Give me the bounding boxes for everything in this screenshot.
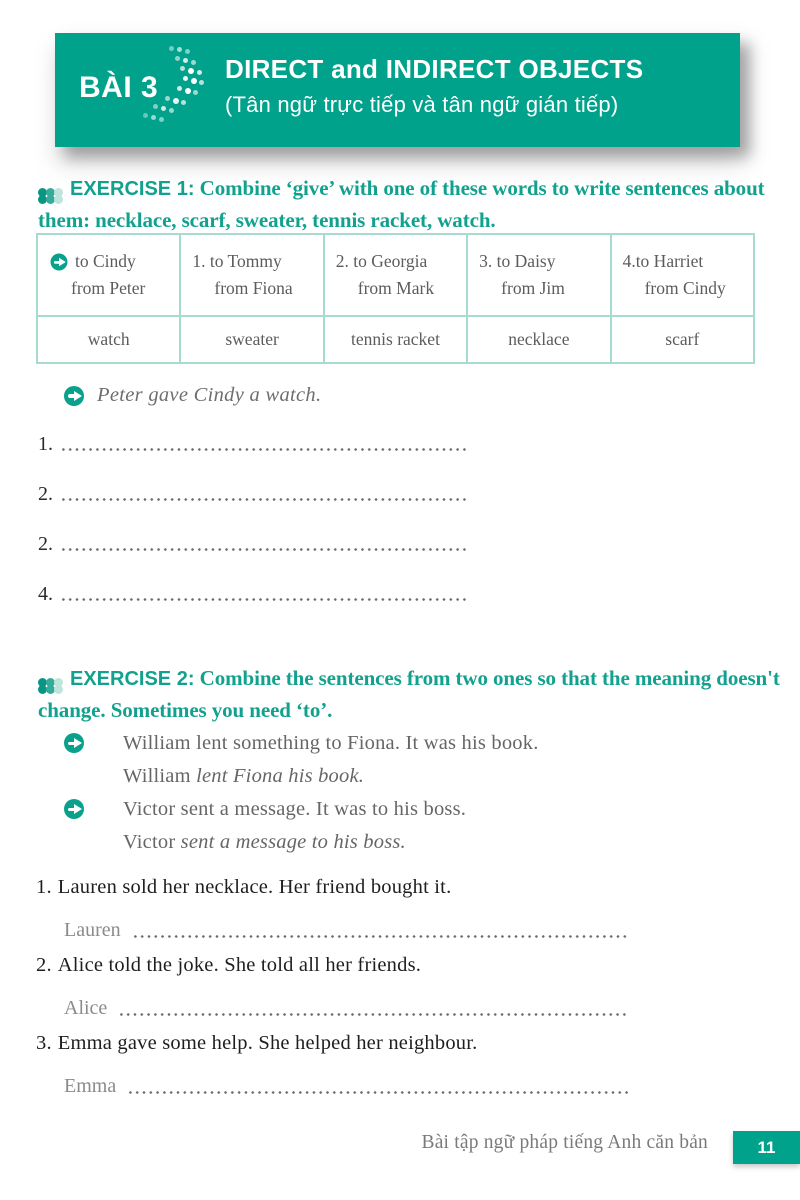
table-cell-line2: from Cindy (644, 278, 726, 298)
redo-arrow-icon (64, 799, 84, 819)
example-given-sentence: Victor sent a message. It was to his boss. (123, 798, 467, 820)
table-cell-1 (180, 234, 323, 316)
example-answer-sentence: William lent Fiona his book. (123, 765, 365, 787)
example-block (64, 793, 684, 859)
table-cell-line1: 4.to Harriet (622, 251, 704, 271)
example-answer-sentence: Victor sent a message to his boss. (123, 831, 406, 853)
item-sentence: 2. Alice told the joke. She told all her friends. (36, 954, 422, 976)
item-sentence: 1. Lauren sold her necklace. Her friend bought it. (36, 876, 452, 898)
item-answer-blank: Alice (64, 984, 628, 1020)
table-answer-cell: necklace (467, 316, 610, 363)
exercise-dots-icon (38, 188, 62, 204)
answer-blank-row (38, 579, 468, 605)
table-cell-3 (467, 234, 610, 316)
lesson-header-banner (55, 33, 740, 147)
dotted-answer-line (60, 497, 468, 502)
dotted-answer-line (127, 1090, 628, 1095)
exercise-item (36, 869, 628, 942)
banner-text-block (225, 54, 643, 118)
answer-blank-row (38, 479, 468, 505)
dotted-answer-line (60, 447, 468, 452)
example-sentence: Peter gave Cindy a watch. (97, 384, 322, 406)
table-cell-2 (324, 234, 467, 316)
dotted-answer-line (132, 934, 628, 939)
lesson-title: DIRECT and INDIRECT OBJECTS (225, 54, 644, 84)
table-cell-line2: from Peter (71, 278, 146, 298)
table-cell-line1: to Cindy (75, 251, 136, 271)
answer-blank-row (38, 529, 468, 555)
exercise2-label: EXERCISE 2: (70, 668, 195, 690)
exercise-item (36, 1025, 628, 1098)
answer-blank-row (38, 429, 468, 455)
lesson-subtitle: (Tân ngữ trực tiếp và tân ngữ gián tiếp) (225, 92, 619, 117)
book-title: Bài tập ngữ pháp tiếng Anh căn bản (421, 1132, 708, 1153)
table-cell-example (37, 234, 180, 316)
lesson-number-label: BÀI 3 (79, 71, 159, 104)
exercise1-label: EXERCISE 1: (70, 178, 195, 200)
dotted-answer-line (60, 597, 468, 602)
example-given-sentence: William lent something to Fiona. It was his book. (123, 732, 539, 754)
table-cell-line2: from Mark (357, 278, 435, 298)
dots-swoosh-decoration (135, 46, 219, 132)
blank-number: 2. (38, 533, 53, 555)
table-cell-line1: 1. to Tommy (192, 251, 282, 271)
table-cell-line1: 3. to Daisy (479, 251, 556, 271)
table-answer-cell: scarf (611, 316, 754, 363)
dotted-answer-line (60, 547, 468, 552)
table-answer-cell: tennis racket (324, 316, 467, 363)
exercise1-instructions: Combine ‘give’ with one of these words to write sentences about them: necklace, scarf, sweater, tennis racket, watch. (38, 176, 765, 232)
exercise2-heading (38, 663, 782, 726)
item-sentence: 3. Emma gave some help. She helped her neighbour. (36, 1032, 478, 1054)
table-cell-line2: from Jim (501, 278, 565, 298)
table-cell-line2: from Fiona (214, 278, 293, 298)
table-answer-cell: sweater (180, 316, 323, 363)
table-header-row (37, 234, 754, 316)
page-number: 11 (757, 1137, 776, 1157)
blank-number: 2. (38, 483, 53, 505)
redo-arrow-icon (64, 733, 84, 753)
page-number-badge (733, 1131, 800, 1164)
dotted-answer-line (118, 1012, 628, 1017)
redo-arrow-icon (51, 253, 68, 270)
exercise2-instructions: Combine the sentences from two ones so that the meaning doesn't change. Sometimes you need ‘to’. (38, 666, 780, 722)
example-block (64, 727, 684, 793)
item-answer-blank: Lauren (64, 906, 628, 942)
exercise-item (36, 947, 628, 1020)
table-answer-row (37, 316, 754, 363)
exercise-dots-icon (38, 678, 62, 694)
blank-number: 1. (38, 433, 53, 455)
redo-arrow-icon (64, 386, 84, 406)
table-answer-cell: watch (37, 316, 180, 363)
exercise1-example (64, 384, 321, 407)
exercise1-heading (38, 173, 782, 236)
item-answer-blank: Emma (64, 1062, 628, 1098)
blank-number: 4. (38, 583, 53, 605)
exercise2-examples (64, 727, 684, 859)
table-cell-line1: 2. to Georgia (335, 251, 428, 271)
exercise2-items (36, 869, 628, 1103)
table-cell-4 (611, 234, 754, 316)
exercise1-table (36, 233, 755, 364)
